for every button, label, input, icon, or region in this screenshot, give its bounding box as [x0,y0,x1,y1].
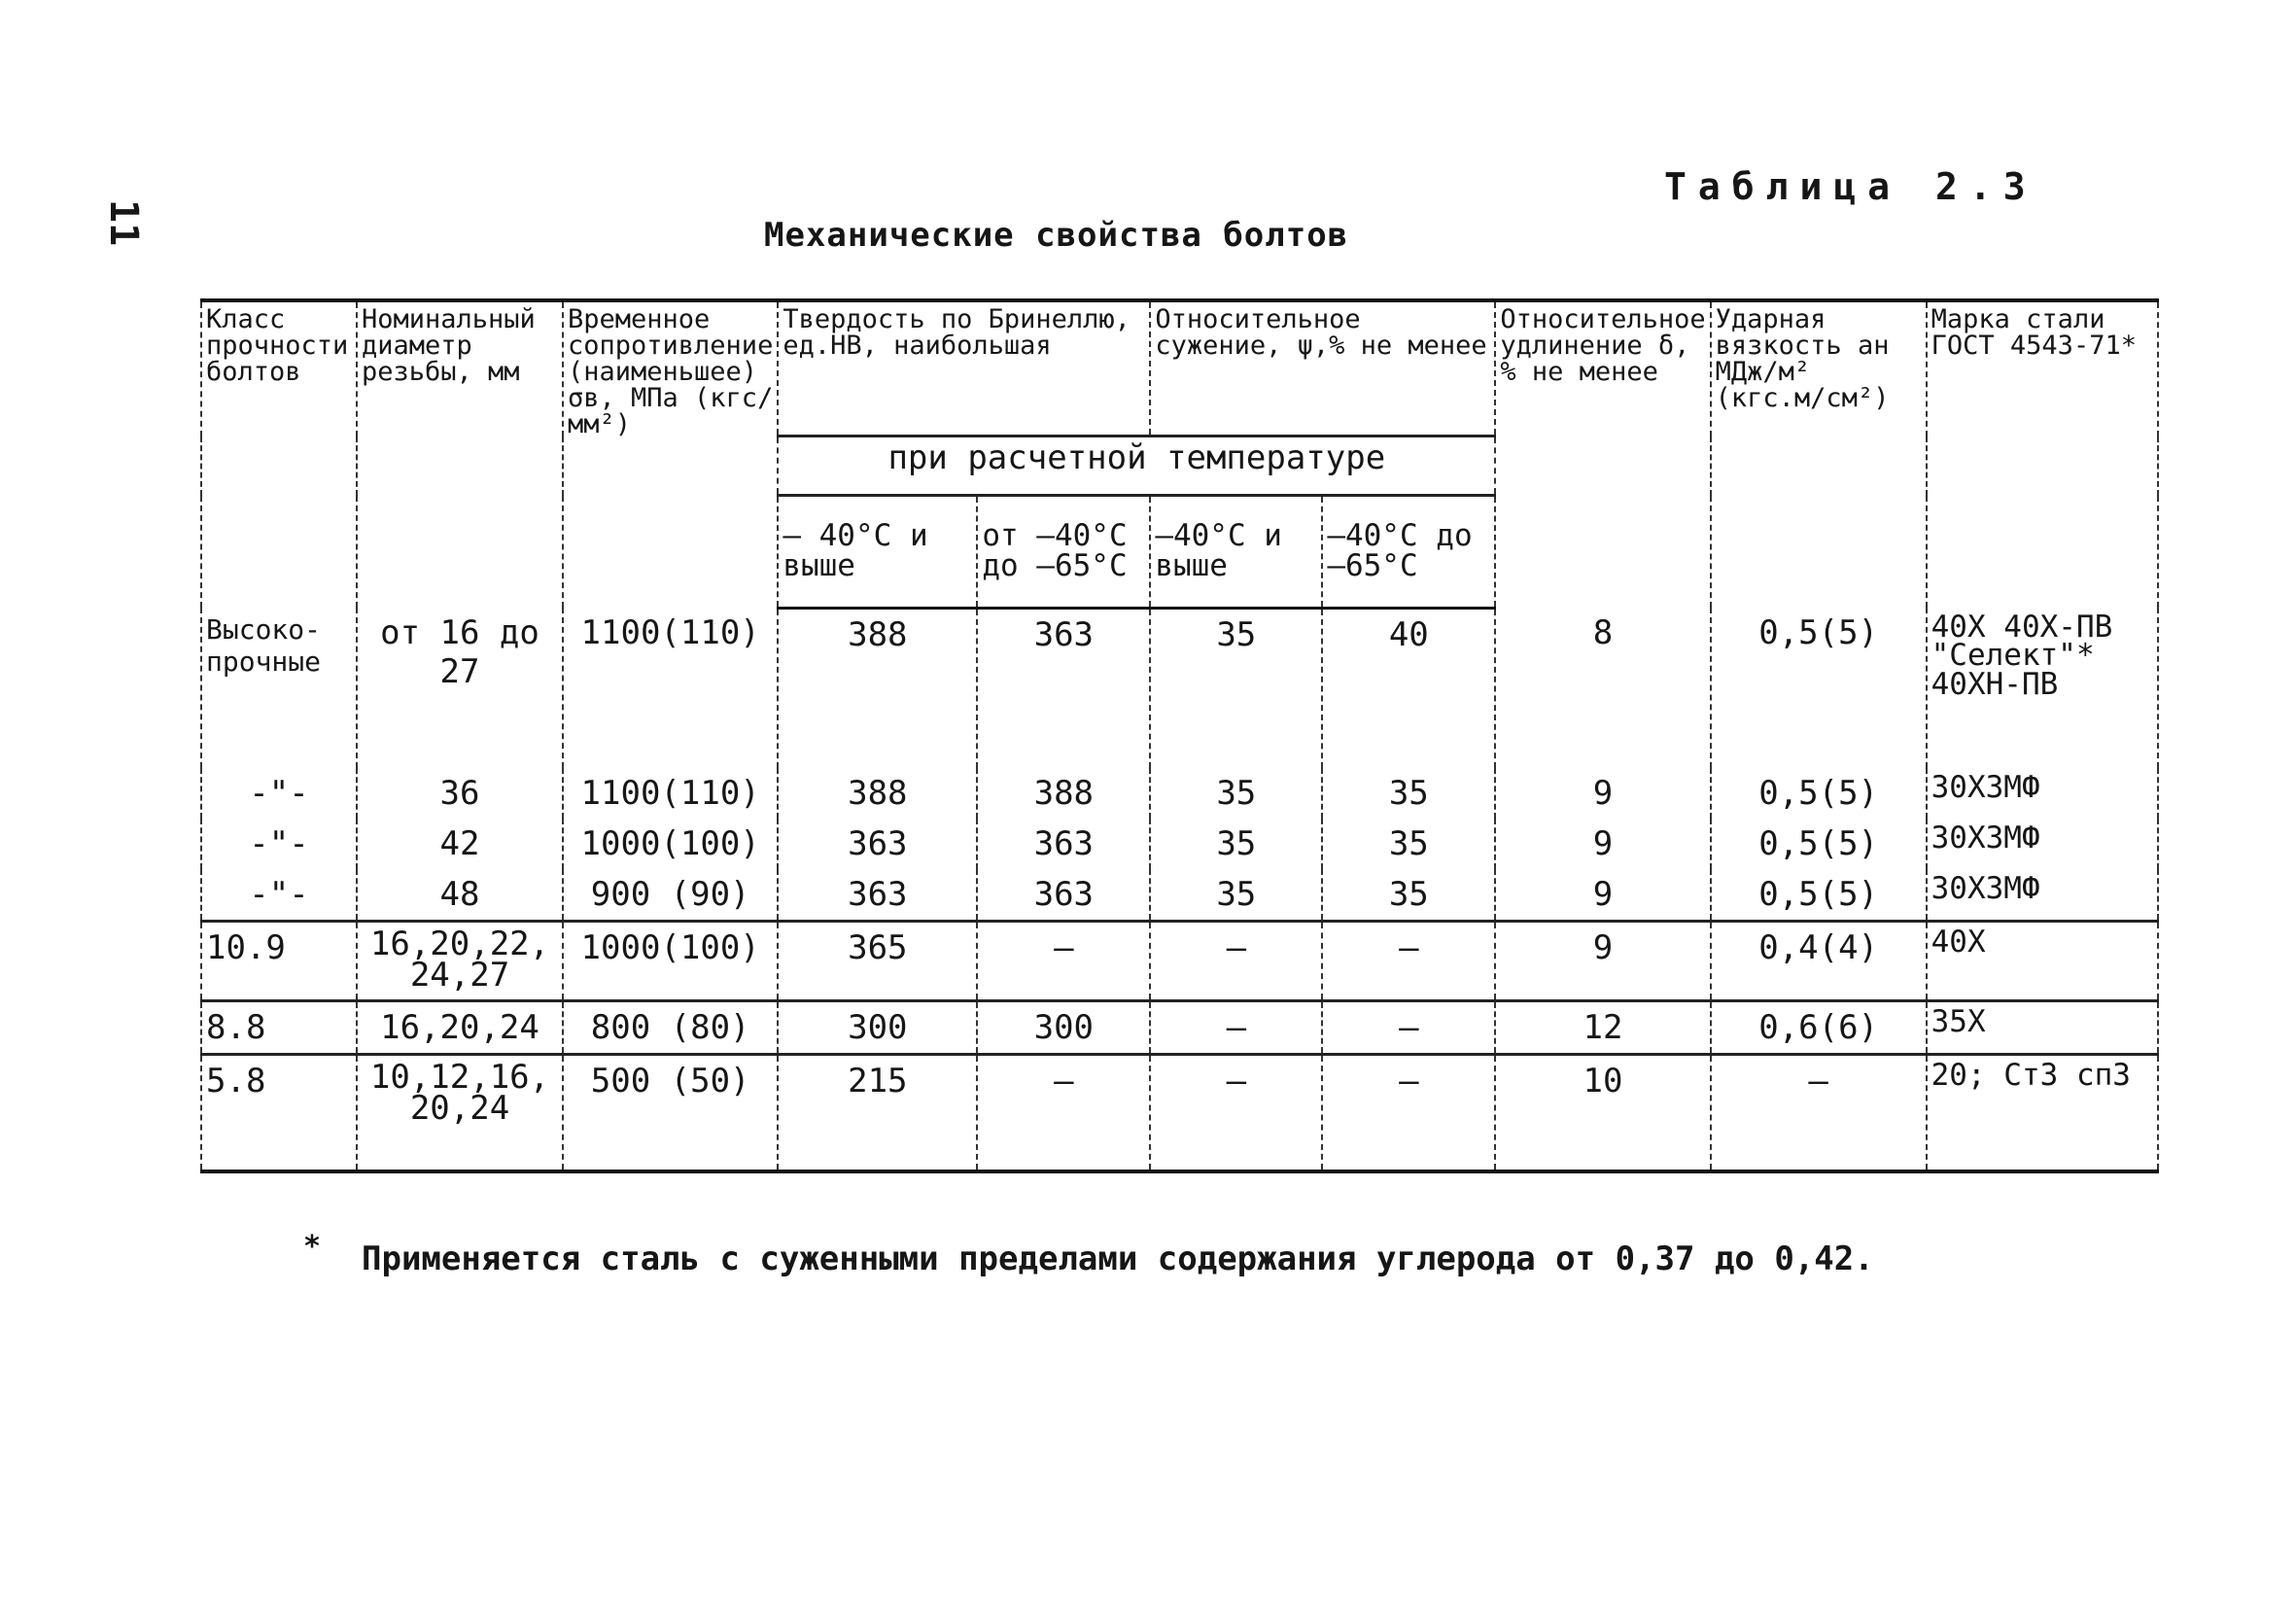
cell-psi-above: – [1150,1055,1322,1171]
table-row [201,1001,2158,1055]
cell-class: -"- [201,768,357,819]
cell-tensile: 1000(100) [563,819,778,869]
cell-elongation: 9 [1495,922,1710,1001]
table-row [201,819,2158,869]
cell-diameter: 48 [357,869,563,922]
table-title: Механические свойства болтов [764,216,1349,255]
footnote-mark: * [303,1230,322,1264]
cell-hb-range: 363 [977,869,1150,922]
cell-diameter: 42 [357,819,563,869]
cell-class: Высоко-прочные [201,608,357,768]
cell-tensile: 900 (90) [563,869,778,922]
mechanical-properties-table [200,298,2159,1173]
header-hardness: Твердость по Бринеллю, ед.НВ, наибольшая [778,300,1150,437]
header-steel: Марка стали ГОСТ 4543-71* [1927,300,2158,608]
table-row [201,608,2158,768]
cell-elongation: 12 [1495,1001,1710,1055]
cell-diameter: 10,12,16, 20,24 [357,1055,563,1171]
header-elongation: Относительное удлинение δ, % не менее [1495,300,1710,608]
cell-class: 5.8 [201,1055,357,1171]
header-at-temperature: при расчетной температуре [778,437,1495,496]
table-row [201,1055,2158,1171]
cell-steel: 30Х3МФ [1927,819,2158,869]
cell-impact: 0,5(5) [1711,869,1927,922]
cell-impact: 0,5(5) [1711,819,1927,869]
cell-psi-range: 35 [1322,819,1495,869]
cell-hb-above: 300 [778,1001,977,1055]
cell-elongation: 9 [1495,869,1710,922]
cell-hb-above: 365 [778,922,977,1001]
cell-psi-above: 35 [1150,768,1322,819]
header-contraction: Относительное сужение, ψ,% не менее [1150,300,1495,437]
cell-tensile: 1000(100) [563,922,778,1001]
cell-hb-range: 363 [977,819,1150,869]
header-temp-above-40: – 40°С и выше [778,496,977,609]
cell-steel: 30Х3МФ [1927,768,2158,819]
cell-class: -"- [201,869,357,922]
table-number: Таблица 2.3 [1664,165,2037,208]
cell-psi-above: 35 [1150,819,1322,869]
footnote-text: Применяется сталь с суженными пределами содержания углерода от 0,37 до 0,42. [362,1240,1874,1278]
cell-class: 8.8 [201,1001,357,1055]
cell-diameter: от 16 до 27 [357,608,563,768]
cell-hb-range: 388 [977,768,1150,819]
cell-steel: 40Х 40Х-ПВ "Селект"* 40ХН-ПВ [1927,608,2158,768]
table-row [201,922,2158,1001]
cell-elongation: 9 [1495,819,1710,869]
cell-psi-range: 35 [1322,869,1495,922]
cell-hb-above: 363 [778,819,977,869]
header-impact: Ударная вязкость aн МДж/м² (кгс.м/см²) [1711,300,1927,608]
cell-steel: 20; Ст3 сп3 [1927,1055,2158,1171]
cell-psi-range: – [1322,1055,1495,1171]
page-number: 11 [101,199,146,247]
cell-hb-range: 300 [977,1001,1150,1055]
table-row [201,768,2158,819]
cell-elongation: 8 [1495,608,1710,768]
cell-hb-range: – [977,922,1150,1001]
cell-diameter: 16,20,24 [357,1001,563,1055]
cell-elongation: 9 [1495,768,1710,819]
cell-tensile: 1100(110) [563,608,778,768]
cell-class: 10.9 [201,922,357,1001]
cell-hb-range: 363 [977,608,1150,768]
cell-steel: 30Х3МФ [1927,869,2158,922]
header-class: Класс прочности болтов [201,300,357,608]
cell-hb-above: 363 [778,869,977,922]
cell-hb-range: – [977,1055,1150,1171]
cell-psi-above: 35 [1150,608,1322,768]
cell-hb-above: 388 [778,768,977,819]
cell-psi-above: – [1150,922,1322,1001]
cell-tensile: 500 (50) [563,1055,778,1171]
cell-impact: – [1711,1055,1927,1171]
cell-tensile: 800 (80) [563,1001,778,1055]
cell-steel: 35Х [1927,1001,2158,1055]
header-tensile: Временное сопротивление (наименьшее) σв, МПа (кгс/мм²) [563,300,778,608]
table-row [201,869,2158,922]
cell-psi-range: – [1322,922,1495,1001]
cell-hb-above: 388 [778,608,977,768]
header-temp-above-40-b: –40°С и выше [1150,496,1322,609]
cell-tensile: 1100(110) [563,768,778,819]
header-diameter: Номинальный диаметр резьбы, мм [357,300,563,608]
cell-hb-above: 215 [778,1055,977,1171]
cell-impact: 0,5(5) [1711,608,1927,768]
cell-impact: 0,4(4) [1711,922,1927,1001]
cell-impact: 0,6(6) [1711,1001,1927,1055]
cell-elongation: 10 [1495,1055,1710,1171]
cell-psi-range: 40 [1322,608,1495,768]
cell-psi-above: – [1150,1001,1322,1055]
cell-psi-above: 35 [1150,869,1322,922]
header-temp-40-to-65-b: –40°С до –65°С [1322,496,1495,609]
cell-class: -"- [201,819,357,869]
cell-steel: 40Х [1927,922,2158,1001]
cell-diameter: 16,20,22, 24,27 [357,922,563,1001]
cell-psi-range: 35 [1322,768,1495,819]
cell-impact: 0,5(5) [1711,768,1927,819]
cell-diameter: 36 [357,768,563,819]
cell-psi-range: – [1322,1001,1495,1055]
header-temp-40-to-65: от –40°С до –65°С [977,496,1150,609]
